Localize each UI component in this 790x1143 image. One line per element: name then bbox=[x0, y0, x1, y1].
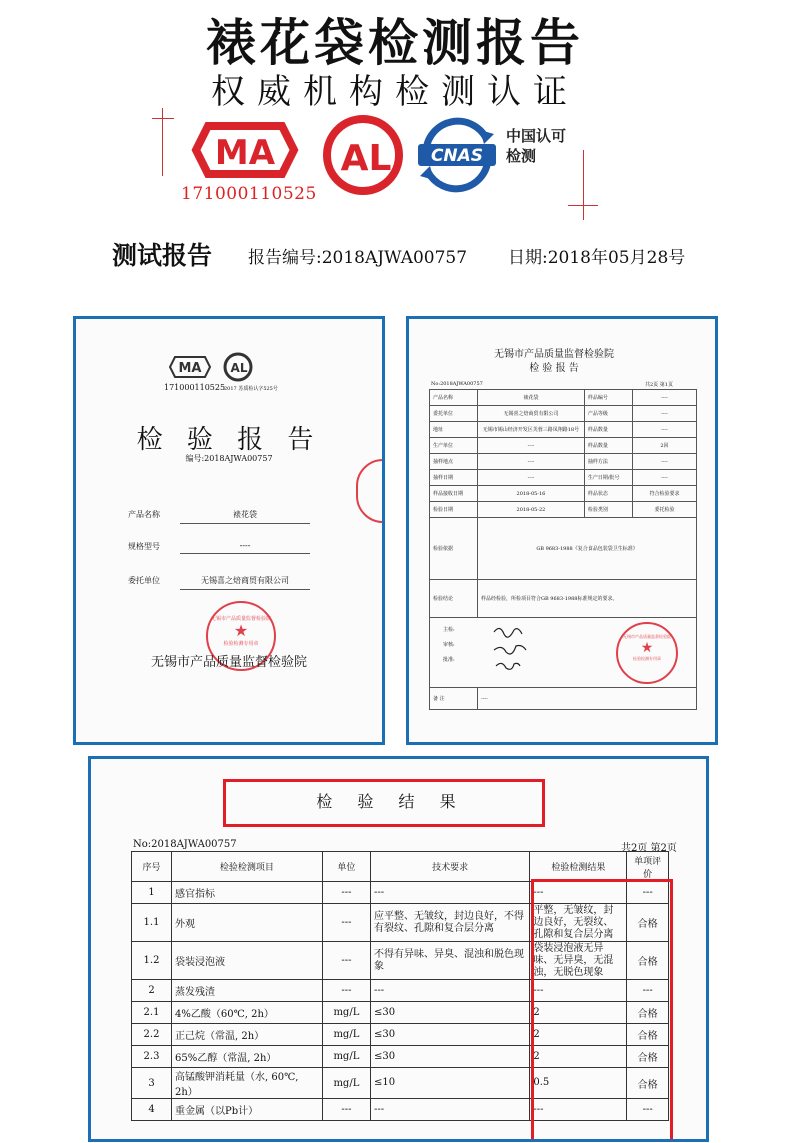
table-cell: 合格 bbox=[627, 1024, 669, 1046]
report-heading: 测试报告 bbox=[112, 241, 213, 270]
table-cell: ≤10 bbox=[370, 1068, 529, 1099]
cover-institute: 无锡市产品质量监督检验院 bbox=[150, 655, 307, 670]
cma-small-icon bbox=[168, 355, 212, 379]
table-cell: --- bbox=[530, 882, 627, 904]
table-cell: ---- bbox=[478, 438, 585, 454]
cnas-logo-icon bbox=[414, 112, 500, 198]
sign-label: 批准: bbox=[443, 657, 455, 663]
table-cell: 检验类别 bbox=[584, 502, 632, 518]
cover-field-value: 无锡喜之焙商贸有限公司 bbox=[180, 575, 310, 590]
table-cell: 2 bbox=[530, 1002, 627, 1024]
table-cell: 3 bbox=[132, 1068, 172, 1099]
table-cell: ---- bbox=[632, 454, 696, 470]
table-cell: 无锡喜之焙商贸有限公司 bbox=[478, 406, 585, 422]
cover-title: 检 验 报 告 bbox=[136, 425, 322, 455]
table-cell: --- bbox=[627, 980, 669, 1002]
table-cell: ≤30 bbox=[370, 1046, 529, 1068]
results-title: 检 验 结 果 bbox=[316, 792, 466, 811]
report-cover-panel bbox=[73, 316, 385, 745]
table-cell: --- bbox=[530, 1099, 627, 1121]
certification-logos bbox=[0, 108, 790, 218]
table-cell: 合格 bbox=[627, 1002, 669, 1024]
table-row bbox=[430, 390, 697, 406]
report-date: 日期:2018年05月28号 bbox=[508, 248, 686, 268]
table-cell: 无锡市锡山经济开发区芙蓉三路凤翔路18号 bbox=[478, 422, 585, 438]
table-header-cell: 单位 bbox=[322, 852, 370, 882]
table-cell: 0.5 bbox=[530, 1068, 627, 1099]
table-cell: 4 bbox=[132, 1099, 172, 1121]
edge-seal bbox=[356, 459, 385, 523]
table-cell: --- bbox=[627, 882, 669, 904]
cover-field-value: ---- bbox=[180, 541, 310, 554]
table-cell: --- bbox=[322, 942, 370, 980]
table-cell: 高锰酸钾消耗量（水, 60℃, 2h） bbox=[172, 1068, 323, 1099]
sign-label: 主检: bbox=[443, 627, 455, 633]
table-cell: ≤30 bbox=[370, 1024, 529, 1046]
table-header-cell: 检验检测项目 bbox=[172, 852, 323, 882]
table-cell: ---- bbox=[632, 422, 696, 438]
cma-logo-icon bbox=[190, 120, 300, 180]
table-header-cell: 单项评价 bbox=[627, 852, 669, 882]
cover-field-label: 委托单位 bbox=[128, 576, 160, 585]
page-subtitle: 权威机构检测认证 bbox=[211, 72, 579, 112]
table-cell: 1 bbox=[132, 882, 172, 904]
table-cell: 样品数量 bbox=[584, 422, 632, 438]
page1-org: 无锡市产品质量监督检验院 bbox=[494, 349, 614, 360]
cal-small-icon bbox=[222, 351, 254, 383]
table-cell: 生产日期/批号 bbox=[584, 470, 632, 486]
table-cell: 4%乙酸（60℃, 2h） bbox=[172, 1002, 323, 1024]
table-cell: 袋装浸泡液无异味、无异臭，无混浊，无脱色现象 bbox=[530, 942, 627, 980]
table-cell: 2.1 bbox=[132, 1002, 172, 1024]
cover-field-label: 规格型号 bbox=[128, 542, 160, 551]
cover-cma-number: 171000110525 bbox=[164, 383, 226, 392]
table-cell: 抽样地点 bbox=[430, 454, 478, 470]
table-cell: 地址 bbox=[430, 422, 478, 438]
table-cell: 2 bbox=[530, 1046, 627, 1068]
table-cell: 生产单位 bbox=[430, 438, 478, 454]
table-cell: 蒸发残渣 bbox=[172, 980, 323, 1002]
table-cell: ≤30 bbox=[370, 1002, 529, 1024]
results-page: 共2页 第2页 bbox=[621, 843, 677, 854]
table-cell: 样品数量 bbox=[584, 438, 632, 454]
table-cell: 委托检验 bbox=[632, 502, 696, 518]
table-cell: 合格 bbox=[627, 1068, 669, 1099]
table-cell: 外观 bbox=[172, 904, 323, 942]
results-panel bbox=[88, 756, 709, 1142]
official-seal: 无锡市产品质量监督检验院 ★ 检验检测专用章 bbox=[616, 622, 678, 684]
table-cell: ---- bbox=[632, 406, 696, 422]
svg-text:MA: MA bbox=[214, 133, 276, 173]
table-cell: 产品等级 bbox=[584, 406, 632, 422]
table-cell: 裱花袋 bbox=[478, 390, 585, 406]
table-cell: --- bbox=[322, 1099, 370, 1121]
cover-cma-caption: 2017 苏质检认字525号 bbox=[224, 386, 278, 392]
table-cell: mg/L bbox=[322, 1046, 370, 1068]
table-cell: mg/L bbox=[322, 1024, 370, 1046]
table-cell: 2 bbox=[530, 1024, 627, 1046]
table-cell: --- bbox=[322, 882, 370, 904]
table-cell: 合格 bbox=[627, 942, 669, 980]
table-cell: 1.1 bbox=[132, 904, 172, 942]
table-cell: 袋装浸泡液 bbox=[172, 942, 323, 980]
svg-text:MA: MA bbox=[178, 361, 202, 376]
table-row bbox=[430, 406, 697, 422]
table-cell: ---- bbox=[478, 454, 585, 470]
cnas-caption: 中国认可 检测 bbox=[506, 127, 567, 165]
report-page1-panel bbox=[406, 316, 718, 745]
results-number: No:2018AJWA00757 bbox=[133, 839, 237, 850]
cal-logo-icon bbox=[320, 112, 406, 198]
table-cell: 不得有异味、异臭、混浊和脱色现象 bbox=[370, 942, 529, 980]
table-cell: 2.3 bbox=[132, 1046, 172, 1068]
report-info-line bbox=[0, 238, 790, 278]
sign-label: 审核: bbox=[443, 642, 455, 648]
table-cell: 符合检验要求 bbox=[632, 486, 696, 502]
table-cell: 产品名称 bbox=[430, 390, 478, 406]
table-row bbox=[430, 454, 697, 470]
cover-field-label: 产品名称 bbox=[128, 510, 160, 519]
table-row bbox=[430, 486, 697, 502]
table-cell: 样品编号 bbox=[584, 390, 632, 406]
table-cell: 2018-05-22 bbox=[478, 502, 585, 518]
table-header-cell: 序号 bbox=[132, 852, 172, 882]
table-cell: --- bbox=[322, 904, 370, 942]
table-cell: 感官指标 bbox=[172, 882, 323, 904]
table-cell: --- bbox=[530, 980, 627, 1002]
table-row bbox=[430, 502, 697, 518]
table-cell: --- bbox=[370, 1099, 529, 1121]
table-cell: 抽样方法 bbox=[584, 454, 632, 470]
table-cell: 抽样日期 bbox=[430, 470, 478, 486]
table-cell: 2018-05-16 bbox=[478, 486, 585, 502]
table-cell: --- bbox=[322, 980, 370, 1002]
table-cell: 2.2 bbox=[132, 1024, 172, 1046]
svg-text:AL: AL bbox=[340, 138, 392, 179]
svg-text:CNAS: CNAS bbox=[430, 146, 484, 166]
table-cell: 样品状态 bbox=[584, 486, 632, 502]
page1-number: No:2018AJWA00757 bbox=[431, 381, 483, 387]
table-cell: 平整，无皱纹，封边良好，无裂纹、孔隙和复合层分离 bbox=[530, 904, 627, 942]
table-cell: 2回 bbox=[632, 438, 696, 454]
page1-page: 共2页 第1页 bbox=[645, 382, 673, 388]
table-cell: 样品接收日期 bbox=[430, 486, 478, 502]
handwritten-signature-icon bbox=[490, 622, 540, 674]
table-row bbox=[430, 438, 697, 454]
table-cell: 正己烷（常温, 2h） bbox=[172, 1024, 323, 1046]
table-cell: ---- bbox=[478, 470, 585, 486]
results-highlight-box bbox=[531, 879, 673, 1142]
table-header-cell: 检验检测结果 bbox=[530, 852, 627, 882]
table-row bbox=[430, 470, 697, 486]
table-cell: 1.2 bbox=[132, 942, 172, 980]
table-cell: ---- bbox=[632, 470, 696, 486]
table-cell: --- bbox=[370, 882, 529, 904]
table-cell: mg/L bbox=[322, 1002, 370, 1024]
svg-text:AL: AL bbox=[230, 361, 248, 375]
cma-number: 171000110525 bbox=[181, 184, 317, 204]
cover-field-value: 裱花袋 bbox=[180, 509, 310, 524]
page1-table: 产品名称 裱花袋 样品编号 ---- 委托单位 无锡喜之焙商贸有限公司 产品等级 ---- 地址 无锡市锡山经济开发区芙蓉三路凤翔路18号 样品数量 ---- 生产单位 ---- 样品数量 2回 抽样地点 ---- 抽样方法 ---- 抽样日期 ---- 生产日期/批号 ---- 样品接收日期 2018-05-16 样品状态 符合检验要求 检验日期 2018-05-22 检验类别 委托检验 检验依据 GB 9683-1988《复合食品包装袋卫生标准》 检验结论 样品经检验，所检项目符合GB 9683-1988标准规定的要求。 主检: 审核: 批准: 无锡市产品质量监督检验院 ★ 检验检测专用章 备 注 ---- bbox=[429, 389, 697, 710]
table-cell: 65%乙醇（常温, 2h） bbox=[172, 1046, 323, 1068]
official-seal: 无锡市产品质量监督检验院 ★ 检验检测专用章 bbox=[206, 601, 276, 671]
table-row bbox=[430, 422, 697, 438]
table-cell: 委托单位 bbox=[430, 406, 478, 422]
table-cell: --- bbox=[627, 1099, 669, 1121]
table-cell: 2 bbox=[132, 980, 172, 1002]
cover-number: 编号:2018AJWA00757 bbox=[185, 454, 273, 463]
table-cell: 重金属（以Pb计） bbox=[172, 1099, 323, 1121]
page-title: 裱花袋检测报告 bbox=[206, 14, 584, 72]
results-title-highlight bbox=[223, 779, 545, 827]
table-cell: 检验日期 bbox=[430, 502, 478, 518]
report-number: 报告编号:2018AJWA00757 bbox=[248, 248, 468, 268]
table-cell: ---- bbox=[632, 390, 696, 406]
table-header-cell: 技术要求 bbox=[370, 852, 529, 882]
table-cell: 合格 bbox=[627, 904, 669, 942]
table-cell: mg/L bbox=[322, 1068, 370, 1099]
table-cell: --- bbox=[370, 980, 529, 1002]
page1-title: 检 验 报 告 bbox=[529, 363, 579, 374]
table-cell: 合格 bbox=[627, 1046, 669, 1068]
table-cell: 应平整、无皱纹，封边良好，不得有裂纹、孔隙和复合层分离 bbox=[370, 904, 529, 942]
